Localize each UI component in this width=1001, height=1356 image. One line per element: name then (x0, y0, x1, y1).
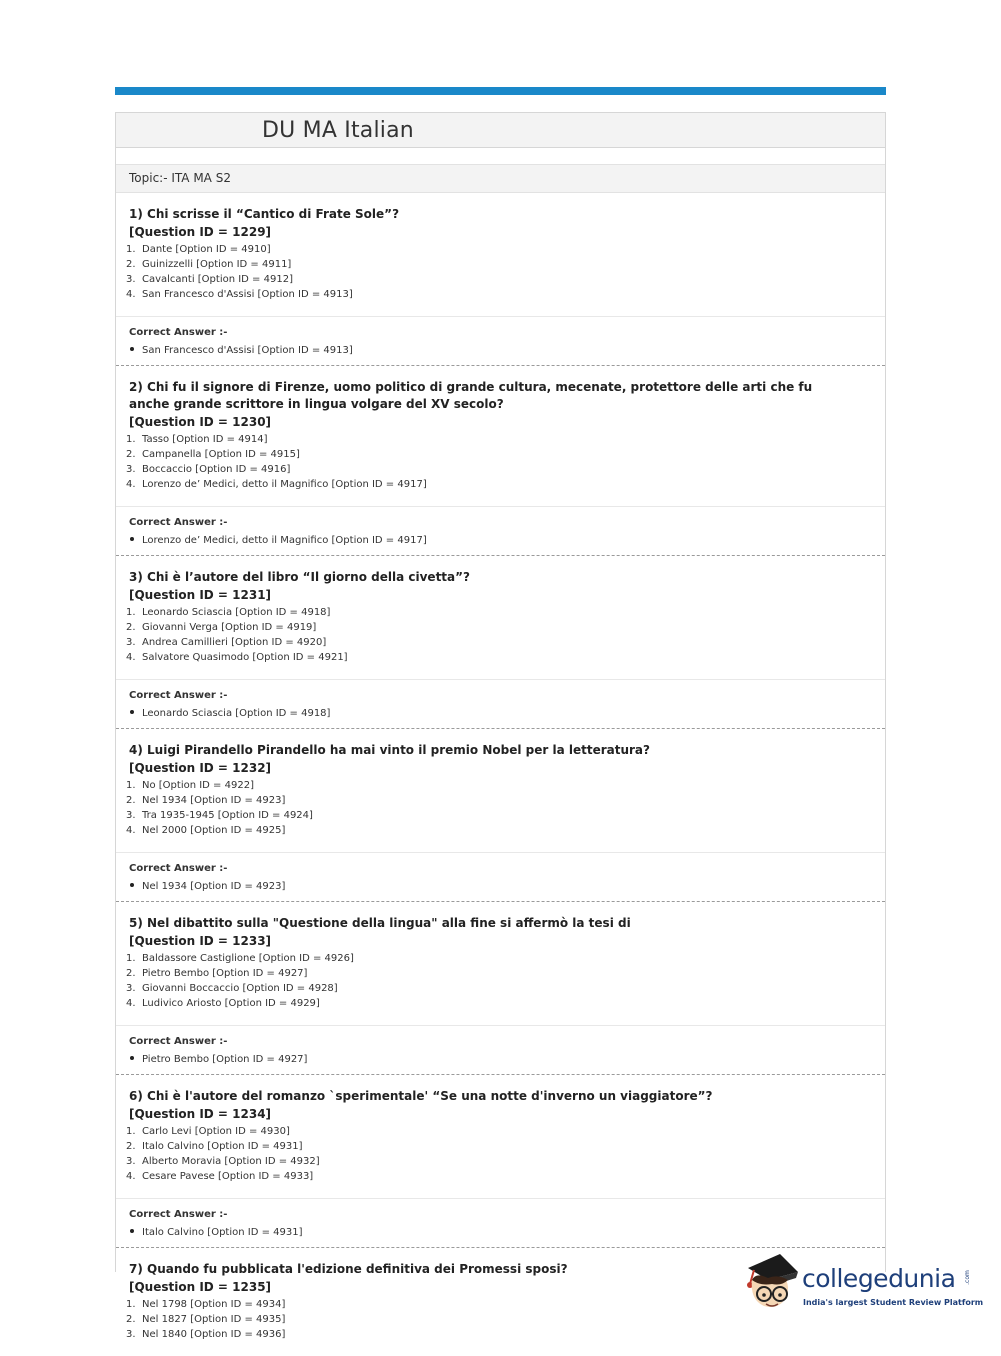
logo-brand-text: collegedunia (802, 1264, 956, 1293)
option-text: Giovanni Verga [Option ID = 4919] (142, 622, 317, 633)
option-number: 4. (126, 998, 136, 1009)
option-text: Alberto Moravia [Option ID = 4932] (142, 1156, 320, 1167)
correct-answer-text: Nel 1934 [Option ID = 4923] (142, 881, 286, 892)
option-item (126, 272, 872, 287)
question-text: 3) Chi è l’autore del libro “Il giorno della civetta”? (129, 570, 470, 584)
option-number: 3. (126, 637, 136, 648)
bullet-icon (130, 710, 134, 714)
option-text: Andrea Camillieri [Option ID = 4920] (142, 637, 327, 648)
option-number: 2. (126, 1141, 136, 1152)
option-list (126, 432, 872, 492)
option-number: 1. (126, 434, 136, 445)
question-id: [Question ID = 1234] (129, 1107, 272, 1121)
option-item (126, 808, 872, 823)
option-text: Leonardo Sciascia [Option ID = 4918] (142, 607, 331, 618)
option-number: 3. (126, 1156, 136, 1167)
option-number: 1. (126, 1299, 136, 1310)
option-item (126, 1327, 872, 1342)
correct-answer-text: San Francesco d'Assisi [Option ID = 4913] (142, 345, 353, 356)
option-number: 2. (126, 622, 136, 633)
question-list (116, 193, 885, 1356)
option-text: Lorenzo de’ Medici, detto il Magnifico [Option ID = 4917] (142, 479, 427, 490)
option-text: Pietro Bembo [Option ID = 4927] (142, 968, 308, 979)
question-id: [Question ID = 1233] (129, 934, 272, 948)
option-number: 3. (126, 274, 136, 285)
option-text: San Francesco d'Assisi [Option ID = 4913] (142, 289, 353, 300)
correct-answer-label: Correct Answer :- (129, 517, 228, 528)
spacer-row (116, 148, 885, 165)
option-number: 2. (126, 795, 136, 806)
option-number: 2. (126, 1314, 136, 1325)
bullet-icon (130, 883, 134, 887)
question-block (116, 193, 885, 366)
correct-answer-section (116, 507, 885, 555)
option-item (126, 257, 872, 272)
question-id: [Question ID = 1229] (129, 225, 272, 239)
question-text: 2) Chi fu il signore di Firenze, uomo politico di grande cultura, mecenate, protettore delle arti che fu anche grande scrittore in lingua volgare del XV secolo? (129, 380, 813, 411)
bullet-icon (130, 347, 134, 351)
option-item (126, 462, 872, 477)
correct-answer-label: Correct Answer :- (129, 327, 228, 338)
question-block (116, 1075, 885, 1248)
option-list (126, 951, 872, 1011)
option-number: 3. (126, 1329, 136, 1340)
option-number: 1. (126, 1126, 136, 1137)
correct-answer-label: Correct Answer :- (129, 690, 228, 701)
option-list (126, 1124, 872, 1184)
option-item (126, 620, 872, 635)
correct-answer-item (129, 1053, 872, 1067)
option-item (126, 1139, 872, 1154)
question-text: 4) Luigi Pirandello Pirandello ha mai vinto il premio Nobel per la letteratura? (129, 743, 650, 757)
option-text: Salvatore Quasimodo [Option ID = 4921] (142, 652, 348, 663)
question-body (116, 366, 885, 507)
option-text: Carlo Levi [Option ID = 4930] (142, 1126, 290, 1137)
option-item (126, 447, 872, 462)
correct-answer-text: Lorenzo de’ Medici, detto il Magnifico [Option ID = 4917] (142, 535, 427, 546)
option-text: Nel 1840 [Option ID = 4936] (142, 1329, 286, 1340)
option-list (126, 778, 872, 838)
option-item (126, 793, 872, 808)
correct-answer-label: Correct Answer :- (129, 863, 228, 874)
option-text: Campanella [Option ID = 4915] (142, 449, 300, 460)
correct-answer-section (116, 1199, 885, 1247)
option-text: Tra 1935-1945 [Option ID = 4924] (142, 810, 313, 821)
option-list (126, 605, 872, 665)
question-block (116, 556, 885, 729)
correct-answer-text: Italo Calvino [Option ID = 4931] (142, 1227, 303, 1238)
option-list (126, 242, 872, 302)
option-number: 3. (126, 464, 136, 475)
option-item (126, 605, 872, 620)
question-body (116, 902, 885, 1026)
option-item (126, 287, 872, 302)
correct-answer-item (129, 880, 872, 894)
student-mascot-icon (742, 1250, 804, 1316)
bullet-icon (130, 1229, 134, 1233)
option-text: Cavalcanti [Option ID = 4912] (142, 274, 293, 285)
correct-answer-item (129, 1226, 872, 1240)
option-number: 2. (126, 968, 136, 979)
option-text: Ludivico Ariosto [Option ID = 4929] (142, 998, 320, 1009)
title-box (116, 112, 885, 148)
option-text: Cesare Pavese [Option ID = 4933] (142, 1171, 314, 1182)
correct-answer-section (116, 853, 885, 901)
option-text: Boccaccio [Option ID = 4916] (142, 464, 291, 475)
option-text: Italo Calvino [Option ID = 4931] (142, 1141, 303, 1152)
option-item (126, 981, 872, 996)
logo-tagline: India's largest Student Review Platform (803, 1298, 984, 1307)
question-id: [Question ID = 1230] (129, 415, 272, 429)
option-number: 4. (126, 652, 136, 663)
option-text: Nel 1798 [Option ID = 4934] (142, 1299, 286, 1310)
correct-answer-text: Leonardo Sciascia [Option ID = 4918] (142, 708, 331, 719)
question-block (116, 729, 885, 902)
option-item (126, 996, 872, 1011)
correct-answer-text: Pietro Bembo [Option ID = 4927] (142, 1054, 308, 1065)
question-id: [Question ID = 1235] (129, 1280, 272, 1294)
logo-suffix-text: .com (963, 1270, 971, 1285)
correct-answer-label: Correct Answer :- (129, 1209, 228, 1220)
question-id: [Question ID = 1232] (129, 761, 272, 775)
option-text: Guinizzelli [Option ID = 4911] (142, 259, 292, 270)
option-item (126, 1169, 872, 1184)
option-item (126, 966, 872, 981)
option-text: Nel 1934 [Option ID = 4923] (142, 795, 286, 806)
question-text: 5) Nel dibattito sulla "Questione della lingua" alla fine si affermò la tesi di (129, 916, 631, 930)
question-block (116, 902, 885, 1075)
option-number: 3. (126, 983, 136, 994)
option-item (126, 650, 872, 665)
option-number: 1. (126, 607, 136, 618)
option-item (126, 477, 872, 492)
option-item (126, 432, 872, 447)
question-text: 1) Chi scrisse il “Cantico di Frate Sole”? (129, 207, 400, 221)
option-number: 4. (126, 825, 136, 836)
correct-answer-label: Correct Answer :- (129, 1036, 228, 1047)
topic-label: Topic:- ITA MA S2 (116, 165, 885, 193)
header-accent-bar (115, 87, 886, 95)
question-body (116, 556, 885, 680)
option-text: Giovanni Boccaccio [Option ID = 4928] (142, 983, 338, 994)
correct-answer-item (129, 344, 872, 358)
option-text: Nel 1827 [Option ID = 4935] (142, 1314, 286, 1325)
option-number: 2. (126, 259, 136, 270)
collegedunia-logo (742, 1250, 984, 1320)
question-body (116, 1075, 885, 1199)
option-item (126, 635, 872, 650)
option-number: 2. (126, 449, 136, 460)
correct-answer-section (116, 317, 885, 365)
correct-answer-item (129, 534, 872, 548)
option-number: 4. (126, 1171, 136, 1182)
option-item (126, 951, 872, 966)
page-title: DU MA Italian (262, 118, 414, 143)
correct-answer-section (116, 680, 885, 728)
option-item (126, 1124, 872, 1139)
bullet-icon (130, 537, 134, 541)
option-number: 1. (126, 780, 136, 791)
option-item (126, 1154, 872, 1169)
correct-answer-section (116, 1026, 885, 1074)
question-id: [Question ID = 1231] (129, 588, 272, 602)
option-number: 4. (126, 479, 136, 490)
option-text: Baldassore Castiglione [Option ID = 4926] (142, 953, 354, 964)
option-item (126, 823, 872, 838)
option-number: 1. (126, 244, 136, 255)
option-text: Dante [Option ID = 4910] (142, 244, 271, 255)
option-number: 3. (126, 810, 136, 821)
question-body (116, 729, 885, 853)
option-text: Nel 2000 [Option ID = 4925] (142, 825, 286, 836)
question-text: 6) Chi è l'autore del romanzo `sperimentale' “Se una notte d'inverno un viaggiatore”? (129, 1089, 713, 1103)
question-block (116, 366, 885, 556)
correct-answer-item (129, 707, 872, 721)
option-item (126, 778, 872, 793)
option-number: 1. (126, 953, 136, 964)
question-body (116, 193, 885, 317)
bullet-icon (130, 1056, 134, 1060)
question-text: 7) Quando fu pubblicata l'edizione definitiva dei Promessi sposi? (129, 1262, 568, 1276)
option-item (126, 242, 872, 257)
option-number: 4. (126, 289, 136, 300)
option-text: Tasso [Option ID = 4914] (142, 434, 268, 445)
option-text: No [Option ID = 4922] (142, 780, 254, 791)
